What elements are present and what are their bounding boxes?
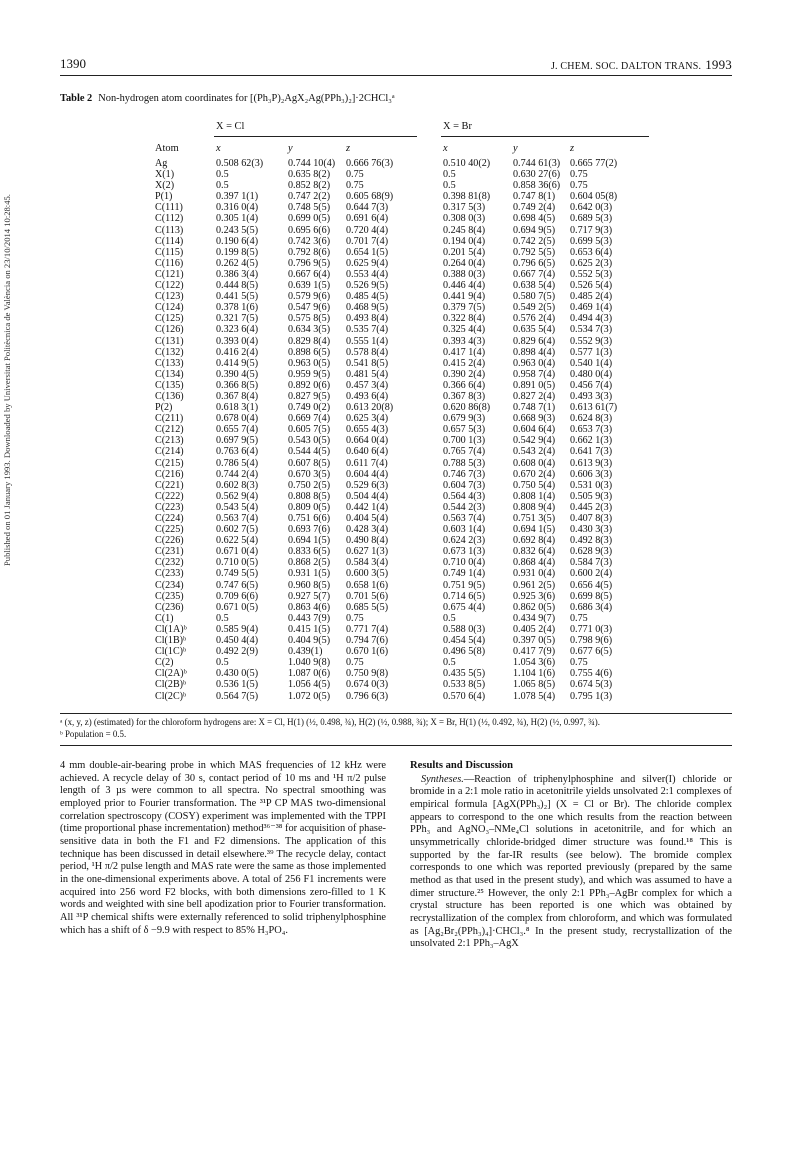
cl-y-column: 0.744 10(4) 0.635 8(2) 0.852 8(2) 0.747 2(2) 0.748 5(5) 0.699 0(5) 0.695 6(6) 0.742 3(6) 0.792 8(6) 0.796 9(5) 0.667 6(4) 0.639 1(5) 0.579 9(6) 0.547 9(6) 0.575 8(5) 0.634 3(5) 0.829 8(4) 0.898 6(5) 0.963 0(5) 0.959 9(5) 0.892 0(6) 0.827 9(5) 0.749 0(2) 0.669 7(4) 0.605 7(5) 0.543 0(5) 0.544 4(5) 0.607 8(5) 0.670 3(5) 0.750 2(5) 0.808 8(5) 0.809 0(5) 0.751 6(6) 0.693 7(6) 0.694 1(5) 0.833 6(5) 0.868 2(5) 0.931 1(5) 0.960 8(5) 0.927 5(7) 0.863 4(6) 0.443 7(9) 0.415 1(5) 0.404 9(5) 0.439(1) 1.040 9(8) 1.087 0(6) 1.056 4(5) 1.072 0(5) (288, 158, 336, 702)
col-head-cl-y: y (288, 143, 293, 154)
br-x-column: 0.510 40(2) 0.5 0.5 0.398 81(8) 0.317 5(3) 0.308 0(3) 0.245 8(4) 0.194 0(4) 0.201 5(4) 0.264 0(4) 0.388 0(3) 0.446 4(4) 0.441 9(4) 0.379 7(5) 0.322 8(4) 0.325 4(4) 0.393 4(3) 0.417 1(4) 0.415 2(4) 0.390 2(4) 0.366 6(4) 0.367 8(3) 0.620 86(8) 0.679 9(3) 0.657 5(3) 0.700 1(3) 0.765 7(4) 0.788 5(3) 0.746 7(3) 0.604 7(3) 0.564 4(3) 0.544 2(3) 0.563 7(4) 0.603 1(4) 0.624 2(3) 0.673 1(3) 0.710 0(4) 0.749 1(4) 0.751 9(5) 0.714 6(5) 0.675 4(4) 0.5 0.588 0(3) 0.454 5(4) 0.496 5(8) 0.5 0.435 5(5) 0.533 8(5) 0.570 6(4) (443, 158, 491, 702)
group-rule-cl (214, 136, 417, 137)
col-head-cl-x: x (216, 143, 221, 154)
journal-year: 1993 (705, 57, 732, 72)
download-note: Published on 01 January 1993. Downloaded by Universitat Politècnica de València on 23/10/2014 10:28:45. (2, 194, 12, 566)
cl-x-column: 0.508 62(3) 0.5 0.5 0.397 1(1) 0.316 0(4) 0.305 1(4) 0.243 5(5) 0.190 6(4) 0.199 8(5) 0.262 4(5) 0.386 3(4) 0.444 8(5) 0.441 5(5) 0.378 1(6) 0.321 7(5) 0.323 6(4) 0.393 0(4) 0.416 2(4) 0.414 9(5) 0.390 4(5) 0.366 8(5) 0.367 8(4) 0.618 3(1) 0.678 0(4) 0.655 7(4) 0.697 9(5) 0.763 6(4) 0.786 5(4) 0.744 2(4) 0.602 8(3) 0.562 9(4) 0.543 5(4) 0.563 7(4) 0.602 7(5) 0.622 5(4) 0.671 0(4) 0.710 0(5) 0.749 5(5) 0.747 6(5) 0.709 6(6) 0.671 0(5) 0.5 0.585 9(4) 0.450 4(4) 0.492 2(9) 0.5 0.430 0(5) 0.536 1(5) 0.564 7(5) (216, 158, 264, 702)
journal-name: J. CHEM. SOC. DALTON TRANS. (550, 61, 702, 72)
br-z-column: 0.665 77(2) 0.75 0.75 0.604 05(8) 0.642 0(3) 0.689 5(3) 0.717 9(3) 0.699 5(3) 0.653 6(4) 0.625 2(3) 0.552 5(3) 0.526 5(4) 0.485 2(4) 0.469 1(4) 0.494 4(3) 0.534 7(3) 0.552 9(3) 0.577 1(3) 0.540 1(4) 0.480 0(4) 0.456 7(4) 0.493 3(3) 0.613 61(7) 0.624 8(3) 0.653 7(3) 0.662 1(3) 0.641 7(3) 0.613 9(3) 0.606 3(3) 0.531 0(3) 0.505 9(3) 0.445 2(3) 0.407 8(3) 0.430 3(3) 0.492 8(3) 0.628 9(3) 0.584 7(3) 0.600 2(4) 0.656 4(5) 0.699 8(5) 0.686 3(4) 0.75 0.771 0(3) 0.798 9(6) 0.677 6(5) 0.75 0.755 4(6) 0.674 5(3) 0.795 1(3) (570, 158, 618, 702)
left-column-text (60, 760, 386, 937)
syntheses-text: —Reaction of triphenylphosphine and silver(I) chloride or bromide in a 2:1 mole ratio in acetonitrile yields unsolvated 2:1 complexes of empirical formula [AgX(PPh₃)₂] (X = Cl or Br). The chloride complex appears to correspond to the one which results from the reaction between PPh₃ and AgNO₃–NMe₄Cl solutions in acetonitrile, and for which an unsymmetrically chloride-bridged dimer structure was found.¹⁸ This is supported by the far-IR results (see below). The bromide complex corresponds to one which was reported previously (prepared by the same method as that used in the present study), and which was assumed to have a dimer structure.²⁵ However, the only 2:1 PPh₃–AgBr complex for which a crystal structure has been reported is one which was obtained by recrystallization of the complex from chloroform, and which was formulated as [Ag₂Br₂(PPh₃)₄]·CHCl₃.⁸ In the present study, recrystallization of the unsolvated 2:1 PPh₃–AgX (410, 773, 732, 950)
group-rule-br (441, 136, 649, 137)
col-head-cl-z: z (346, 143, 351, 154)
group-header-cl: X = Cl (216, 121, 245, 132)
page-number: 1390 (60, 56, 86, 71)
table-label: Table 2 (60, 93, 93, 104)
table-caption (60, 93, 395, 104)
br-y-column: 0.744 61(3) 0.630 27(6) 0.858 36(6) 0.747 8(1) 0.749 2(4) 0.698 4(5) 0.694 9(5) 0.742 2(5) 0.792 5(5) 0.796 6(5) 0.667 7(4) 0.638 5(4) 0.580 7(5) 0.549 2(5) 0.576 2(4) 0.635 5(4) 0.829 6(4) 0.898 4(4) 0.963 0(4) 0.958 7(4) 0.891 0(5) 0.827 2(4) 0.748 7(1) 0.668 9(3) 0.604 6(4) 0.542 9(4) 0.543 2(4) 0.608 0(4) 0.670 2(4) 0.750 5(4) 0.808 1(4) 0.808 9(4) 0.751 3(5) 0.694 1(5) 0.692 8(4) 0.832 6(4) 0.868 4(4) 0.931 0(4) 0.961 2(5) 0.925 3(6) 0.862 0(5) 0.434 9(7) 0.405 2(4) 0.397 0(5) 0.417 7(9) 1.054 3(6) 1.104 1(6) 1.065 8(5) 1.078 5(4) (513, 158, 561, 702)
syntheses-label: Syntheses. (421, 773, 464, 785)
right-column-text (410, 760, 732, 951)
table-bottom-rule (60, 713, 732, 714)
syntheses-paragraph (410, 774, 732, 951)
col-head-atom: Atom (155, 143, 179, 154)
footnote-a: ᵃ (x, y, z) (estimated) for the chloroform hydrogens are: X = Cl, H(1) (½, 0.498, ¾), H(2) (½, 0.988, ¾); X = Br, H(1) (½, 0.492, ¾), H(2) (½, 0.997, ¾). (60, 717, 600, 727)
header-rule (60, 75, 732, 76)
col-head-br-z: z (570, 143, 575, 154)
section-rule (60, 745, 732, 746)
methods-paragraph: 4 mm double-air-bearing probe in which MAS frequencies of 12 kHz were achieved. A recycle delay of 30 s, contact period of 10 ms and ¹H π/2 pulse length of 3 µs were common to all spectra. No spectral smoothing was employed prior to Fourier transformation. The ³¹P CP MAS two-dimensional correlation spectroscopy (COSY) experiment was implemented with the TPPI (time proportional phase incrementation) method³⁶⁻³⁸ for acquisition of phase-sensitive data in both the F1 and F2 dimensions. The application of this technique has been discussed in detail elsewhere.³⁹ The recycle delay, contact period, ¹H π/2 pulse length and MAS rate were the same as those implemented in the one-dimensional experiments above. A total of 256 F1 increments were acquired into 256 word F2 blocks, with both dimensions zero-filled to 1 K words and weighted with sine bell apodization prior to Fourier transformation. All ³¹P chemical shifts were externally referenced to solid triphenylphosphine which has a shift of δ −9.9 with respect to 85% H₃PO₄. (60, 760, 386, 936)
table-title: Non-hydrogen atom coordinates for [(Ph₃P)₂AgX₂Ag(PPh₃)₂]·2CHCl₃ᵃ (98, 93, 395, 104)
cl-z-column: 0.666 76(3) 0.75 0.75 0.605 68(9) 0.644 7(3) 0.691 6(4) 0.720 4(4) 0.701 7(4) 0.654 1(5) 0.625 9(4) 0.553 4(4) 0.526 9(5) 0.485 4(5) 0.468 9(5) 0.493 8(4) 0.535 7(4) 0.555 1(4) 0.578 8(4) 0.541 8(5) 0.481 5(4) 0.457 3(4) 0.493 6(4) 0.613 20(8) 0.625 3(4) 0.655 4(3) 0.664 0(4) 0.640 6(4) 0.611 7(4) 0.604 4(4) 0.529 6(3) 0.504 4(4) 0.442 1(4) 0.404 5(4) 0.428 3(4) 0.490 8(4) 0.627 1(3) 0.584 3(4) 0.600 3(5) 0.658 1(6) 0.701 5(6) 0.685 5(5) 0.75 0.771 7(4) 0.794 7(6) 0.670 1(6) 0.75 0.750 9(8) 0.674 0(3) 0.796 6(3) (346, 158, 394, 702)
atom-column: Ag X(1) X(2) P(1) C(111) C(112) C(113) C(114) C(115) C(116) C(121) C(122) C(123) C(124) C(125) C(126) C(131) C(132) C(133) C(134) C(135) C(136) P(2) C(211) C(212) C(213) C(214) C(215) C(216) C(221) C(222) C(223) C(224) C(225) C(226) C(231) C(232) C(233) C(234) C(235) C(236) C(1) Cl(1A)ᵇ Cl(1B)ᵇ Cl(1C)ᵇ C(2) Cl(2A)ᵇ Cl(2B)ᵇ Cl(2C)ᵇ (155, 158, 187, 702)
results-heading: Results and Discussion (410, 760, 514, 771)
journal-header (551, 57, 732, 73)
group-header-br: X = Br (443, 121, 472, 132)
footnote-b: ᵇ Population = 0.5. (60, 729, 127, 739)
col-head-br-y: y (513, 143, 518, 154)
col-head-br-x: x (443, 143, 448, 154)
